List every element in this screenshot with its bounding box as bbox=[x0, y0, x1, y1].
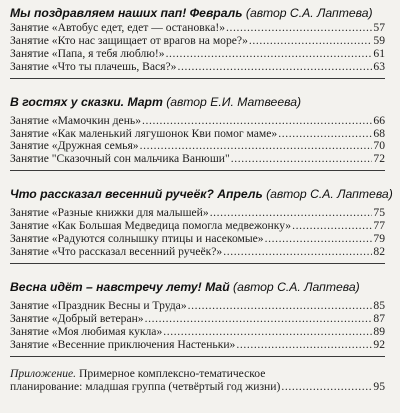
section-title-text: Весна идёт – навстречу лету! Май bbox=[10, 279, 230, 294]
toc-entry-page: 89 bbox=[373, 324, 385, 338]
dot-leader bbox=[188, 300, 373, 313]
toc-entry-title: Занятие «Моя любимая кукла» bbox=[10, 324, 163, 338]
toc-entry-page: 75 bbox=[373, 206, 385, 220]
section-title bbox=[10, 187, 393, 202]
table-of-contents bbox=[10, 4, 393, 393]
toc-entry-title: Занятие «Разные книжки для малышей» bbox=[10, 206, 209, 220]
toc-entry[interactable] bbox=[10, 35, 385, 48]
toc-entry-title: Занятие "Сказочный сон мальчика Ванюши" bbox=[10, 152, 230, 166]
toc-entry[interactable] bbox=[10, 48, 385, 61]
toc-entry-title: Занятие «Что ты плачешь, Вася?» bbox=[10, 59, 177, 73]
toc-entry-title: Занятие «Добрый ветеран» bbox=[10, 311, 144, 325]
toc-section-may bbox=[10, 280, 385, 357]
dot-leader bbox=[142, 115, 372, 128]
dot-leader bbox=[145, 313, 373, 326]
toc-entry-title: Занятие «Мамочкин день» bbox=[10, 113, 141, 127]
toc-entry[interactable] bbox=[10, 61, 385, 74]
toc-entry-page: 63 bbox=[373, 59, 385, 73]
toc-entry[interactable] bbox=[10, 115, 385, 128]
dot-leader bbox=[281, 380, 372, 393]
toc-entry[interactable] bbox=[10, 153, 385, 166]
section-title-text: В гостях у сказки. Март bbox=[10, 94, 163, 109]
toc-entry-page: 61 bbox=[373, 46, 385, 60]
appendix-line-1 bbox=[10, 367, 385, 380]
toc-entry-title: Занятие «Как маленький лягушонок Кви помог маме» bbox=[10, 126, 278, 140]
section-divider bbox=[10, 78, 385, 79]
appendix-text-2: планирование: младшая группа (четвёртый год жизни) bbox=[10, 379, 281, 393]
toc-entry-page: 72 bbox=[373, 152, 385, 166]
toc-entry[interactable] bbox=[10, 313, 385, 326]
toc-entry-title: Занятие «Папа, я тебя люблю!» bbox=[10, 46, 165, 60]
toc-entry-title: Занятие «Весенние приключения Настеньки» bbox=[10, 337, 236, 351]
section-author: (автор С.А. Лаптева) bbox=[266, 187, 393, 202]
toc-section-february bbox=[10, 6, 385, 79]
toc-section-april bbox=[10, 187, 393, 264]
section-author: (автор Е.И. Матвеева) bbox=[166, 94, 302, 109]
toc-section-march bbox=[10, 95, 385, 172]
toc-entry-page: 57 bbox=[373, 21, 385, 34]
toc-entry-page: 66 bbox=[373, 113, 385, 127]
section-title bbox=[10, 95, 385, 110]
toc-entry[interactable] bbox=[10, 339, 385, 352]
toc-entry-page: 82 bbox=[373, 244, 385, 258]
toc-entry[interactable] bbox=[10, 246, 385, 259]
toc-appendix[interactable] bbox=[10, 367, 385, 393]
toc-entry-title: Занятие «Что рассказал весенний ручеёк?» bbox=[10, 244, 223, 258]
appendix-page: 95 bbox=[373, 379, 385, 393]
toc-entry[interactable] bbox=[10, 326, 385, 339]
dot-leader bbox=[223, 246, 372, 259]
toc-entry-page: 92 bbox=[373, 337, 385, 351]
dot-leader bbox=[236, 339, 372, 352]
dot-leader bbox=[177, 61, 372, 74]
dot-leader bbox=[231, 153, 373, 166]
toc-entry-page: 59 bbox=[373, 33, 385, 47]
section-title bbox=[10, 6, 385, 21]
toc-entry[interactable] bbox=[10, 22, 385, 35]
toc-entry-title: Занятие «Праздник Весны и Труда» bbox=[10, 298, 187, 312]
dot-leader bbox=[278, 128, 372, 141]
dot-leader bbox=[166, 48, 373, 61]
toc-entry-page: 70 bbox=[373, 139, 385, 153]
appendix-line-2 bbox=[10, 380, 385, 393]
dot-leader bbox=[292, 220, 372, 233]
toc-entry-title: Занятие «Как Большая Медведица помогла медвежонку» bbox=[10, 219, 292, 233]
section-author: (автор С.А. Лаптева) bbox=[245, 6, 373, 20]
appendix-text-1: Примерное комплексно-тематическое bbox=[76, 366, 266, 380]
toc-entry-page: 77 bbox=[373, 219, 385, 233]
dot-leader bbox=[265, 233, 373, 246]
section-divider bbox=[10, 356, 385, 357]
section-author: (автор С.А. Лаптева) bbox=[233, 279, 360, 294]
toc-entry-title: Занятие «Кто нас защищает от врагов на море?» bbox=[10, 33, 248, 47]
section-title-text: Мы поздравляем наших пап! Февраль bbox=[10, 6, 243, 20]
section-divider bbox=[10, 263, 385, 264]
toc-entry-title: Занятие «Дружная семья» bbox=[10, 139, 139, 153]
section-title bbox=[10, 280, 385, 295]
toc-entry-page: 87 bbox=[373, 311, 385, 325]
toc-entry-title: Занятие «Автобус едет, едет — остановка!» bbox=[10, 21, 226, 34]
toc-entry-page: 85 bbox=[373, 298, 385, 312]
toc-entry-page: 79 bbox=[373, 232, 385, 246]
dot-leader bbox=[163, 326, 372, 339]
appendix-label: Приложение. bbox=[10, 366, 77, 380]
toc-entry-page: 68 bbox=[373, 126, 385, 140]
section-divider bbox=[10, 170, 385, 171]
dot-leader bbox=[249, 35, 373, 48]
section-title-text: Что рассказал весенний ручеёк? Апрель bbox=[10, 187, 263, 202]
toc-entry[interactable] bbox=[10, 300, 385, 313]
toc-entry-title: Занятие «Радуются солнышку птицы и насекомые» bbox=[10, 232, 264, 246]
dot-leader bbox=[226, 22, 372, 35]
